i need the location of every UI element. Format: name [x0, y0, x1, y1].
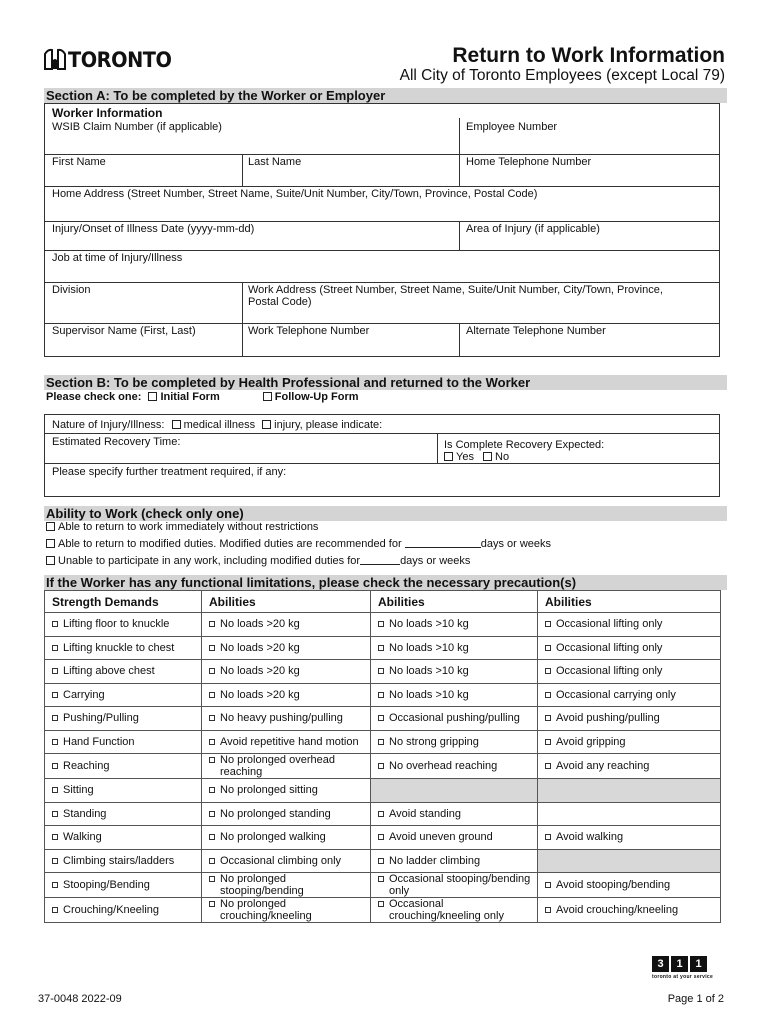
injury-label: injury, please indicate: — [274, 419, 383, 431]
wsib-claim-field[interactable]: WSIB Claim Number (if applicable) — [52, 121, 222, 133]
limitation-row — [45, 826, 721, 850]
precaution-cell — [538, 754, 721, 779]
complete-recovery-options — [444, 451, 509, 463]
limitation-row — [45, 898, 721, 923]
limitation-row — [45, 802, 721, 826]
ability-option-2-checkbox[interactable] — [46, 539, 55, 548]
toronto-logo — [44, 46, 180, 70]
cell-label: Occasional lifting only — [556, 665, 663, 678]
area-of-injury-field[interactable]: Area of Injury (if applicable) — [466, 223, 600, 235]
cell-label: Lifting knuckle to chest — [63, 641, 175, 654]
precaution-checkbox[interactable] — [209, 834, 215, 840]
precaution-checkbox[interactable] — [545, 763, 551, 769]
empty-cell — [371, 779, 538, 803]
precaution-cell — [202, 707, 371, 731]
precaution-checkbox[interactable] — [209, 621, 215, 627]
demand-checkbox[interactable] — [52, 739, 58, 745]
cell-label: Avoid standing — [389, 807, 461, 820]
limitation-row — [45, 779, 721, 803]
limitation-row — [45, 613, 721, 637]
precaution-checkbox[interactable] — [209, 715, 215, 721]
demand-checkbox[interactable] — [52, 763, 58, 769]
medical-illness-label: medical illness — [183, 419, 256, 431]
strength-demand-cell — [45, 754, 202, 779]
limitations-header-row — [45, 591, 721, 613]
cell-label: Reaching — [63, 760, 110, 772]
precaution-cell — [202, 730, 371, 754]
strength-demand-cell — [45, 826, 202, 850]
worker-info-label: Worker Information — [52, 106, 163, 120]
page-number: Page 1 of 2 — [667, 993, 724, 1005]
limitation-row — [45, 683, 721, 707]
strength-demand-cell — [45, 613, 202, 637]
cell-label: No loads >20 kg — [220, 641, 300, 654]
precaution-checkbox[interactable] — [209, 645, 215, 651]
badge-digit: 1 — [671, 956, 688, 972]
precaution-cell — [371, 802, 538, 826]
cell-label: Lifting above chest — [63, 665, 155, 678]
cell-label: Hand Function — [63, 735, 135, 748]
cell-label: Occasional lifting only — [556, 641, 663, 654]
medical-illness-checkbox[interactable] — [172, 420, 181, 429]
strength-demand-cell — [45, 636, 202, 660]
column-header: Abilities — [538, 591, 721, 613]
precaution-cell — [202, 873, 371, 898]
cell-label: No ladder climbing — [389, 854, 481, 867]
cell-label: No prolonged walking — [220, 831, 326, 844]
precaution-checkbox[interactable] — [209, 739, 215, 745]
strength-demand-cell — [45, 898, 202, 923]
modified-duties-blank[interactable] — [405, 538, 481, 548]
precaution-checkbox[interactable] — [209, 901, 215, 907]
ability-option-3-checkbox[interactable] — [46, 556, 55, 565]
recovery-yes-checkbox[interactable] — [444, 452, 453, 461]
precaution-checkbox[interactable] — [378, 668, 384, 674]
limitation-row — [45, 873, 721, 898]
precaution-checkbox[interactable] — [545, 739, 551, 745]
strength-demand-cell — [45, 660, 202, 684]
strength-demand-cell — [45, 730, 202, 754]
precaution-checkbox[interactable] — [378, 621, 384, 627]
cell-label: No prolonged standing — [220, 807, 331, 820]
cell-label: Crouching/Kneeling — [63, 904, 160, 916]
cell-label: Occasional pushing/pulling — [389, 712, 520, 725]
precaution-cell — [538, 660, 721, 684]
cell-label: Avoid gripping — [556, 735, 626, 748]
injury-date-field[interactable]: Injury/Onset of Illness Date (yyyy-mm-dd) — [52, 223, 255, 235]
nature-label: Nature of Injury/Illness: — [52, 419, 165, 431]
precaution-cell — [202, 636, 371, 660]
precaution-checkbox[interactable] — [378, 876, 384, 882]
cell-label: No loads >10 kg — [389, 641, 469, 654]
311-badge — [652, 956, 713, 980]
cell-label: No loads >20 kg — [220, 665, 300, 678]
cell-label: No loads >10 kg — [389, 665, 469, 678]
precaution-cell — [371, 660, 538, 684]
limitation-row — [45, 730, 721, 754]
strength-demand-cell — [45, 779, 202, 803]
work-phone-field[interactable]: Work Telephone Number — [248, 325, 370, 337]
initial-form-label: Initial Form — [160, 391, 220, 403]
cell-label: Occasional climbing only — [220, 854, 342, 867]
precaution-cell — [371, 826, 538, 850]
cell-label: No strong gripping — [389, 735, 479, 748]
precaution-cell — [538, 898, 721, 923]
precaution-cell — [538, 730, 721, 754]
precaution-checkbox[interactable] — [378, 715, 384, 721]
precaution-checkbox[interactable] — [209, 668, 215, 674]
limitations-table — [44, 590, 721, 923]
precaution-checkbox[interactable] — [545, 834, 551, 840]
precaution-checkbox[interactable] — [378, 834, 384, 840]
complete-recovery-label: Is Complete Recovery Expected: — [444, 439, 605, 451]
demand-checkbox[interactable] — [52, 668, 58, 674]
limitation-row — [45, 707, 721, 731]
cell-label: No loads >20 kg — [220, 618, 300, 631]
further-treatment-field[interactable]: Please specify further treatment required, if any: — [52, 466, 287, 478]
recovery-time-field[interactable]: Estimated Recovery Time: — [52, 436, 181, 448]
column-header: Abilities — [371, 591, 538, 613]
cell-label: Avoid uneven ground — [389, 831, 493, 844]
cell-label: Avoid crouching/kneeling — [556, 904, 679, 916]
job-field[interactable]: Job at time of Injury/Illness — [52, 252, 183, 264]
precaution-checkbox[interactable] — [209, 787, 215, 793]
precaution-cell — [202, 683, 371, 707]
precaution-checkbox[interactable] — [545, 882, 551, 888]
form-code: 37-0048 2022-09 — [38, 993, 122, 1005]
section-a-heading: Section A: To be completed by the Worker or Employer — [44, 88, 727, 103]
precaution-cell — [202, 898, 371, 923]
cell-label: No prolonged sitting — [220, 784, 318, 797]
precaution-cell — [202, 660, 371, 684]
ability-option-1 — [46, 521, 318, 533]
strength-demand-cell — [45, 849, 202, 873]
cell-label: Avoid any reaching — [556, 760, 650, 772]
cell-label: Walking — [63, 831, 102, 844]
ability-option-1-checkbox[interactable] — [46, 522, 55, 531]
logo-wordmark: TORONTO — [68, 48, 172, 72]
strength-demand-cell — [45, 683, 202, 707]
precaution-checkbox[interactable] — [545, 907, 551, 913]
limitation-row — [45, 636, 721, 660]
precaution-cell — [371, 849, 538, 873]
injury-checkbox[interactable] — [262, 420, 271, 429]
cell-label: No loads >20 kg — [220, 688, 300, 701]
precaution-cell — [538, 683, 721, 707]
badge-digit: 1 — [690, 956, 707, 972]
cell-label: No loads >10 kg — [389, 688, 469, 701]
ability-option-3 — [46, 555, 470, 567]
cell-label: Climbing stairs/ladders — [63, 854, 175, 867]
precaution-cell — [538, 636, 721, 660]
demand-checkbox[interactable] — [52, 834, 58, 840]
ability-option-2 — [46, 538, 551, 550]
limitation-row — [45, 849, 721, 873]
limitation-row — [45, 660, 721, 684]
precaution-cell — [371, 898, 538, 923]
precaution-cell — [371, 683, 538, 707]
supervisor-field[interactable]: Supervisor Name (First, Last) — [52, 325, 196, 337]
nature-row — [52, 419, 382, 431]
ability-option-3-suffix: days or weeks — [400, 555, 471, 567]
demand-checkbox[interactable] — [52, 882, 58, 888]
demand-checkbox[interactable] — [52, 692, 58, 698]
demand-checkbox[interactable] — [52, 621, 58, 627]
recovery-no-label: No — [495, 451, 510, 463]
badge-tagline: toronto at your service — [652, 974, 714, 980]
cell-label: Avoid stooping/bending — [556, 879, 671, 891]
precaution-checkbox[interactable] — [209, 876, 215, 882]
strength-demand-cell — [45, 873, 202, 898]
cell-label: Avoid pushing/pulling — [556, 712, 660, 725]
demand-checkbox[interactable] — [52, 858, 58, 864]
precaution-cell — [202, 613, 371, 637]
precaution-cell — [371, 613, 538, 637]
strength-demand-cell — [45, 707, 202, 731]
precaution-checkbox[interactable] — [545, 621, 551, 627]
cell-label: Carrying — [63, 688, 105, 701]
precaution-checkbox[interactable] — [378, 739, 384, 745]
unable-duration-blank[interactable] — [360, 555, 400, 565]
check-one-row — [46, 391, 359, 403]
precaution-checkbox[interactable] — [209, 692, 215, 698]
initial-form-checkbox[interactable] — [148, 392, 157, 401]
cell-label: No overhead reaching — [389, 760, 498, 772]
limitation-row — [45, 754, 721, 779]
precaution-cell — [202, 849, 371, 873]
precaution-checkbox[interactable] — [378, 811, 384, 817]
cell-label: No prolonged stooping/bending — [220, 873, 304, 897]
precaution-checkbox[interactable] — [545, 692, 551, 698]
demand-checkbox[interactable] — [52, 907, 58, 913]
empty-cell — [538, 802, 721, 826]
empty-cell — [538, 779, 721, 803]
followup-form-label: Follow-Up Form — [274, 391, 359, 403]
work-address-field[interactable]: Work Address (Street Number, Street Name, Suite/Unit Number, City/Town, Province, Postal Code) — [248, 284, 663, 308]
precaution-cell — [371, 730, 538, 754]
ability-option-2-label: Able to return to modified duties. Modified duties are recommended for — [58, 538, 402, 550]
alt-phone-field[interactable]: Alternate Telephone Number — [466, 325, 606, 337]
cell-label: Lifting floor to knuckle — [63, 618, 170, 631]
precaution-checkbox[interactable] — [378, 858, 384, 864]
precaution-checkbox[interactable] — [378, 692, 384, 698]
cell-label: Occasional crouching/kneeling only — [389, 898, 504, 922]
precaution-checkbox[interactable] — [378, 763, 384, 769]
division-field[interactable]: Division — [52, 284, 91, 296]
ability-heading: Ability to Work (check only one) — [44, 506, 727, 521]
section-b-heading: Section B: To be completed by Health Professional and returned to the Worker — [44, 375, 727, 390]
cell-label: No prolonged crouching/kneeling — [220, 898, 312, 922]
first-name-field[interactable]: First Name — [52, 156, 106, 168]
precaution-checkbox[interactable] — [209, 757, 215, 763]
employee-number-field[interactable]: Employee Number — [466, 121, 558, 133]
badge-digit: 3 — [652, 956, 669, 972]
form-subtitle: All City of Toronto Employees (except Local 79) — [399, 67, 725, 84]
precaution-cell — [371, 873, 538, 898]
cell-label: Occasional lifting only — [556, 618, 663, 631]
precaution-checkbox[interactable] — [209, 811, 215, 817]
demand-checkbox[interactable] — [52, 645, 58, 651]
recovery-yes-label: Yes — [456, 451, 474, 463]
cell-label: No loads >10 kg — [389, 618, 469, 631]
column-header: Abilities — [202, 591, 371, 613]
cell-label: Occasional carrying only — [556, 688, 676, 701]
cell-label: Avoid walking — [556, 831, 624, 844]
cell-label: Stooping/Bending — [63, 879, 150, 891]
cell-label: Pushing/Pulling — [63, 712, 139, 725]
followup-form-checkbox[interactable] — [263, 392, 272, 401]
demand-checkbox[interactable] — [52, 715, 58, 721]
check-one-label: Please check one: — [46, 391, 142, 403]
home-phone-field[interactable]: Home Telephone Number — [466, 156, 592, 168]
limitations-heading: If the Worker has any functional limitations, please check the necessary precaution(s) — [44, 575, 727, 590]
precaution-checkbox[interactable] — [545, 715, 551, 721]
precaution-cell — [371, 754, 538, 779]
cell-label: No heavy pushing/pulling — [220, 712, 343, 725]
cell-label: Standing — [63, 807, 107, 820]
precaution-cell — [538, 707, 721, 731]
cell-label: Sitting — [63, 784, 94, 797]
precaution-cell — [538, 826, 721, 850]
precaution-checkbox[interactable] — [545, 645, 551, 651]
empty-cell — [538, 849, 721, 873]
demand-checkbox[interactable] — [52, 787, 58, 793]
precaution-cell — [202, 754, 371, 779]
cell-label: Avoid repetitive hand motion — [220, 735, 359, 748]
precaution-checkbox[interactable] — [378, 645, 384, 651]
precaution-checkbox[interactable] — [545, 668, 551, 674]
cell-label: No prolonged overhead reaching — [220, 754, 335, 778]
precaution-checkbox[interactable] — [378, 901, 384, 907]
ability-option-2-suffix: days or weeks — [480, 538, 552, 550]
ability-option-1-label: Able to return to work immediately without restrictions — [58, 521, 319, 533]
precaution-cell — [371, 707, 538, 731]
last-name-field[interactable]: Last Name — [248, 156, 302, 168]
precaution-cell — [202, 826, 371, 850]
precaution-cell — [371, 636, 538, 660]
precaution-cell — [538, 873, 721, 898]
demand-checkbox[interactable] — [52, 811, 58, 817]
ability-option-3-label: Unable to participate in any work, including modified duties for — [58, 555, 361, 567]
city-hall-icon — [44, 46, 66, 70]
precaution-cell — [202, 779, 371, 803]
column-header: Strength Demands — [45, 591, 202, 613]
precaution-cell — [538, 613, 721, 637]
form-title: Return to Work Information — [452, 44, 725, 67]
strength-demand-cell — [45, 802, 202, 826]
precaution-checkbox[interactable] — [209, 858, 215, 864]
cell-label: Occasional stooping/bending only — [389, 873, 531, 897]
precaution-cell — [202, 802, 371, 826]
home-address-field[interactable]: Home Address (Street Number, Street Name, Suite/Unit Number, City/Town, Province, Postal Code) — [52, 188, 538, 200]
recovery-no-checkbox[interactable] — [483, 452, 492, 461]
